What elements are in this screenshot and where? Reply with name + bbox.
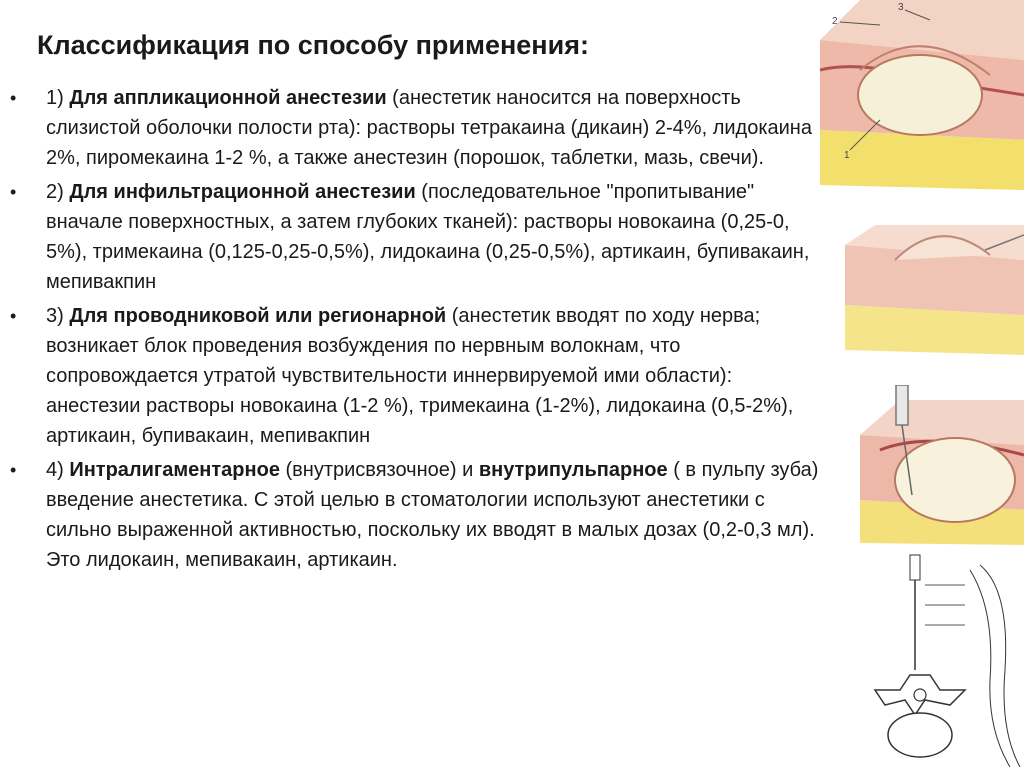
list-item-application [10,83,830,173]
bullet-icon: • [10,88,17,108]
intraligamentary-anesthesia-illustration [870,550,1024,767]
list-item-conduction [10,301,830,451]
bullet-icon: • [10,460,17,480]
item-description-2: ( в пульпу зуба) введение анестетика. С этой целью в стоматологии используют анестетики с сильно выраженной активностью, поскольку их вводят в малых дозах (0,2-0,3 мл). Это лидокаин, мепивакаин, артикаин. [46,459,819,571]
item-heading: Для инфильтрационной анестезии [69,181,416,203]
syringe-icon [896,385,908,425]
item-description: (анестетик наносится на поверхность слизистой оболочки полости рта): растворы тетракаина (дикаин) 2-4%, лидокаина 2%, пиромекаина 1-2 %, а также анестезин (порошок, таблетки, мазь, свечи). [46,87,812,169]
bullet-icon: • [10,182,17,202]
item-description: (анестетик вводят по ходу нерва; возникает блок проведения возбуждения по нервным волокнам, что сопровождается утратой чувствительности иннервируемой ими области): анестезии растворы новокаина (1-2 %), тримекаина (1-2%), лидокаина (0,5-2%), артикаин, бупивакаин, мепивакпин [46,305,794,447]
classification-list [10,83,830,579]
list-item-intraligamentary [10,455,830,575]
item-number: 3) [46,305,70,327]
infiltration-anesthesia-illustration [845,205,1024,360]
item-heading: Интралигаментарное [69,459,280,481]
slide-title: Классификация по способу применения: [37,30,589,60]
item-description: (последовательное "пропитывание" вначале поверхностных, а затем глубоких тканей): растворы новокаина (0,25-0, 5%), тримекаина (0,125-0,25-0,5%), лидокаина (0,25-0,5%), артикаин, бупивакаин, мепивакпин [46,181,810,293]
item-heading-2: внутрипульпарное [478,459,668,481]
figure-label: 1 [844,150,850,161]
item-number: 1) [46,87,70,109]
figure-label: 3 [898,2,904,13]
application-anesthesia-illustration [820,0,1024,200]
item-number: 4) [46,459,70,481]
item-heading: Для аппликационной анестезии [69,87,387,109]
item-description: (внутрисвязочное) и [279,459,479,481]
figure-label: 2 [832,16,838,27]
conduction-anesthesia-illustration [860,385,1024,545]
item-heading: Для проводниковой или регионарной [69,305,447,327]
bullet-icon: • [10,306,17,326]
item-number: 2) [46,181,70,203]
list-item-infiltration [10,177,830,297]
